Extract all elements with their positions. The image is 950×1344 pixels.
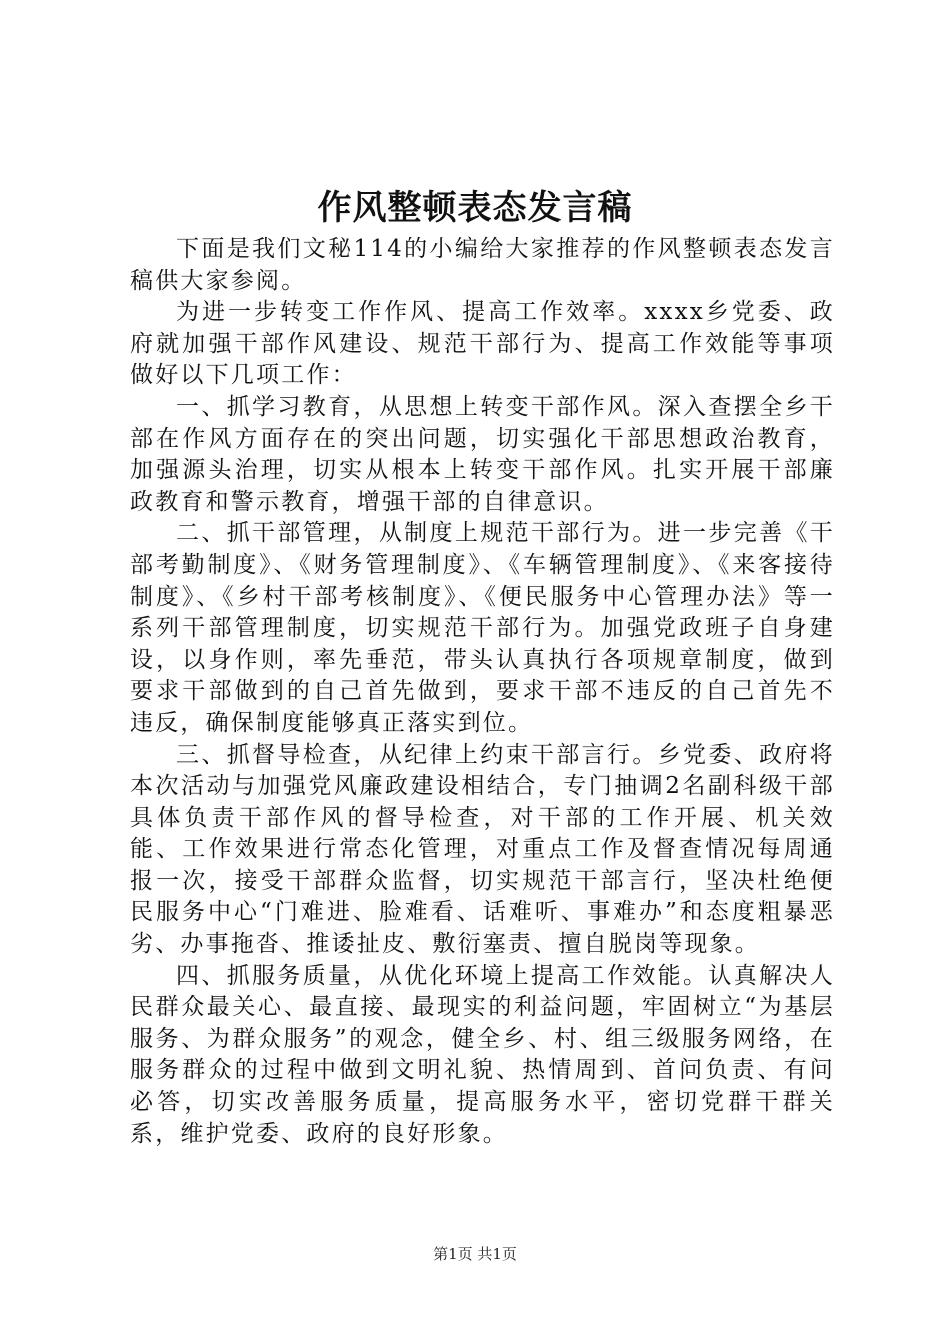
paragraph-item-1: 一、抓学习教育，从思想上转变干部作风。深入查摆全乡干部在作风方面存在的突出问题，切实强化干部思想政治教育，加强源头治理，切实从根本上转变干部作风。扎实开展干部廉政教育和警示教育，增强干部的自律意识。	[130, 393, 835, 515]
page-footer: 第1页 共1页	[433, 1245, 517, 1263]
paragraph-item-3: 三、抓督导检查，从纪律上约束干部言行。乡党委、政府将本次活动与加强党风廉政建设相结合，专门抽调2名副科级干部具体负责干部作风的督导检查，对干部的工作开展、机关效能、工作效果进行常态化管理，对重点工作及督查情况每周通报一次，接受干部群众监督，切实规范干部言行，坚决杜绝便民服务中心“门难进、脸难看、话难听、事难办”和态度粗暴恶劣、办事拖沓、推诿扯皮、敷衍塞责、擅自脱岗等现象。	[130, 741, 835, 958]
paragraph-item-2: 二、抓干部管理，从制度上规范干部行为。进一步完善《干部考勤制度》、《财务管理制度》、《车辆管理制度》、《来客接待制度》、《乡村干部考核制度》、《便民服务中心管理办法》等一系列干部管理制度，切实规范干部行为。加强党政班子自身建设，以身作则，率先垂范，带头认真执行各项规章制度，做到要求干部做到的自己首先做到，要求干部不违反的自己首先不违反，确保制度能够真正落实到位。	[130, 520, 835, 736]
paragraph-intro: 下面是我们文秘114的小编给大家推荐的作风整顿表态发言稿供大家参阅。	[130, 236, 835, 294]
document-body	[130, 234, 835, 1150]
document-title: 作风整顿表态发言稿	[317, 188, 633, 228]
paragraph-item-4: 四、抓服务质量，从优化环境上提高工作效能。认真解决人民群众最关心、最直接、最现实的利益问题，牢固树立“为基层服务、为群众服务”的观念，健全乡、村、组三级服务网络，在服务群众的过程中做到文明礼貌、热情周到、首问负责、有问必答，切实改善服务质量，提高服务水平，密切党群干群关系，维护党委、政府的良好形象。	[130, 962, 835, 1147]
paragraph-preface: 为进一步转变工作作风、提高工作效率。xxxx乡党委、政府就加强干部作风建设、规范干部行为、提高工作效能等事项做好以下几项工作：	[130, 299, 835, 389]
